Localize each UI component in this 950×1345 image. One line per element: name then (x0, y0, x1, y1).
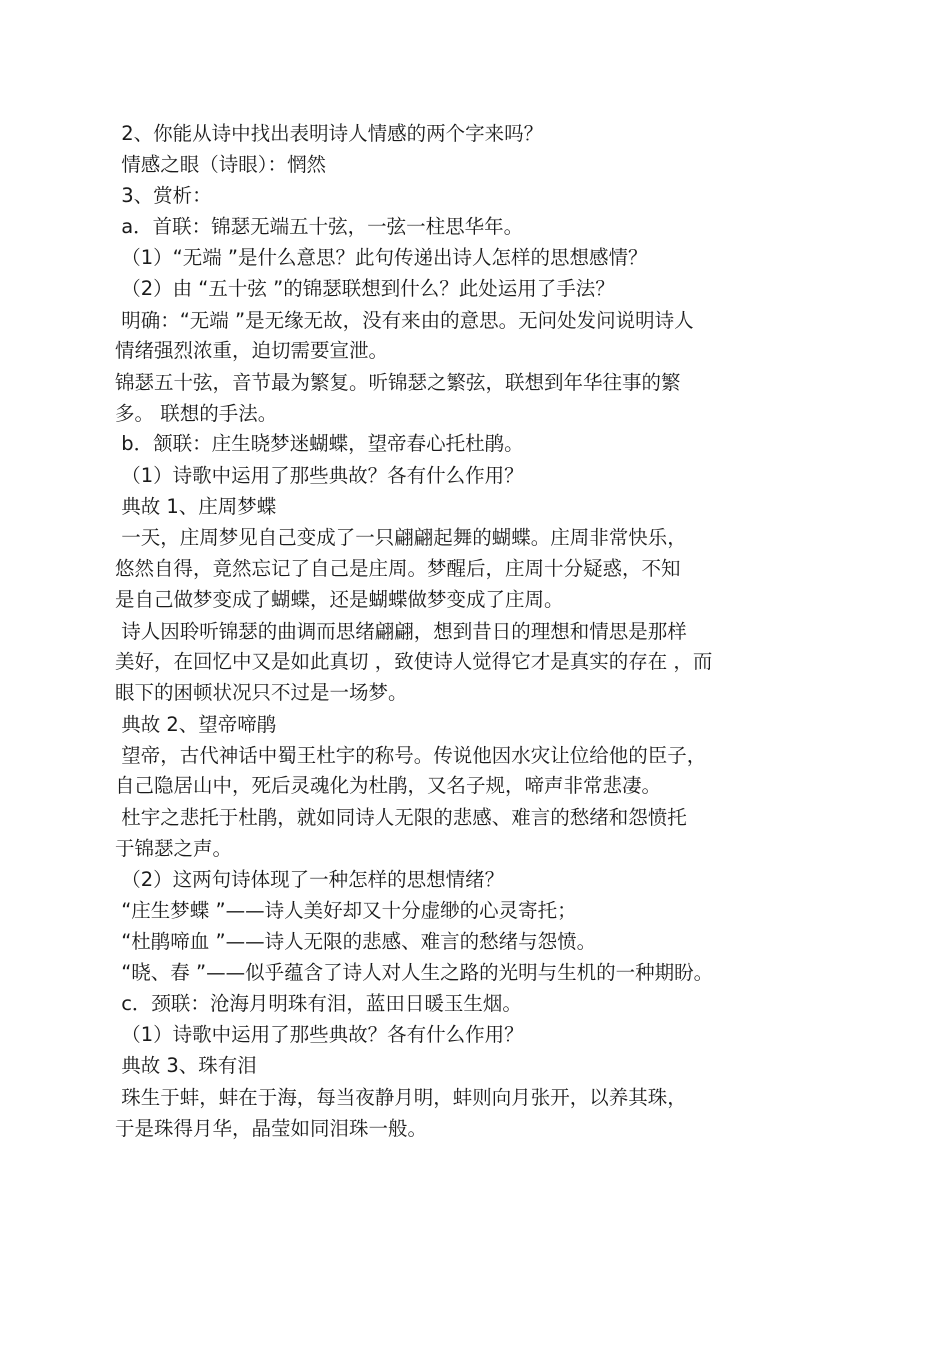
text-line: 是自己做梦变成了蝴蝶，还是蝴蝶做梦变成了庄周。 (115, 588, 564, 611)
text-line: 美好，在回忆中又是如此真切 ，致使诗人觉得它才是真实的存在 ，而 (115, 650, 713, 673)
text-line: 一天，庄周梦见自己变成了一只翩翩起舞的蝴蝶。庄周非常快乐， (115, 526, 687, 549)
text-line: 自己隐居山中，死后灵魂化为杜鹃，又名子规，啼声非常悲凄。 (115, 774, 662, 797)
text-line: “晓、春 ”——似乎蕴含了诗人对人生之路的光明与生机的一种期盼。 (115, 961, 714, 984)
text-line: 典故 2、望帝啼鹃 (115, 713, 277, 736)
text-line: （1）诗歌中运用了那些典故？各有什么作用？ (115, 464, 524, 487)
text-line: 情感之眼（诗眼）：惘然 (115, 153, 326, 176)
text-line: 望帝，古代神话中蜀王杜宇的称号。传说他因水灾让位给他的臣子， (115, 744, 707, 767)
text-line: 于是珠得月华，晶莹如同泪珠一般。 (115, 1117, 428, 1140)
text-line: （1）“无端 ”是什么意思？此句传递出诗人怎样的思想感情？ (115, 246, 648, 269)
text-line: a．首联：锦瑟无端五十弦，一弦一柱思华年。 (115, 215, 524, 238)
text-line: 珠生于蚌，蚌在于海，每当夜静月明，蚌则向月张开，以养其珠， (115, 1086, 687, 1109)
text-line: 于锦瑟之声。 (115, 837, 233, 860)
text-line: 杜宇之悲托于杜鹃，就如同诗人无限的悲感、难言的愁绪和怨愤托 (115, 806, 687, 829)
text-line: 悠然自得，竟然忘记了自己是庄周。梦醒后，庄周十分疑惑，不知 (115, 557, 681, 580)
text-line: 典故 1、庄周梦蝶 (115, 495, 277, 518)
text-line: 诗人因聆听锦瑟的曲调而思绪翩翩，想到昔日的理想和情思是那样 (115, 620, 687, 643)
text-line: 情绪强烈浓重，迫切需要宣泄。 (115, 339, 389, 362)
text-line: 锦瑟五十弦，音节最为繁复。听锦瑟之繁弦，联想到年华往事的繁 (115, 371, 681, 394)
text-line: （1）诗歌中运用了那些典故？各有什么作用？ (115, 1023, 524, 1046)
text-line: （2）由 “五十弦 ”的锦瑟联想到什么？此处运用了手法？ (115, 277, 615, 300)
text-line: 明确：“无端 ”是无缘无故，没有来由的意思。无问处发问说明诗人 (115, 309, 694, 332)
text-line: 眼下的困顿状况只不过是一场梦。 (115, 681, 408, 704)
text-line: “庄生梦蝶 ”——诗人美好却又十分虚缈的心灵寄托； (115, 899, 577, 922)
text-line: b．颔联：庄生晓梦迷蝴蝶，望帝春心托杜鹃。 (115, 432, 524, 455)
text-line: 典故 3、珠有泪 (115, 1054, 257, 1077)
text-line: 2、你能从诗中找出表明诗人情感的两个字来吗？ (115, 122, 544, 145)
text-line: 多。 联想的手法。 (115, 402, 278, 425)
text-line: 3、赏析： (115, 184, 212, 207)
text-line: （2）这两句诗体现了一种怎样的思想情绪？ (115, 868, 505, 891)
text-line: c．颈联：沧海月明珠有泪，蓝田日暖玉生烟。 (115, 992, 522, 1015)
text-line: “杜鹃啼血 ”——诗人无限的悲感、难言的愁绪与怨愤。 (115, 930, 597, 953)
